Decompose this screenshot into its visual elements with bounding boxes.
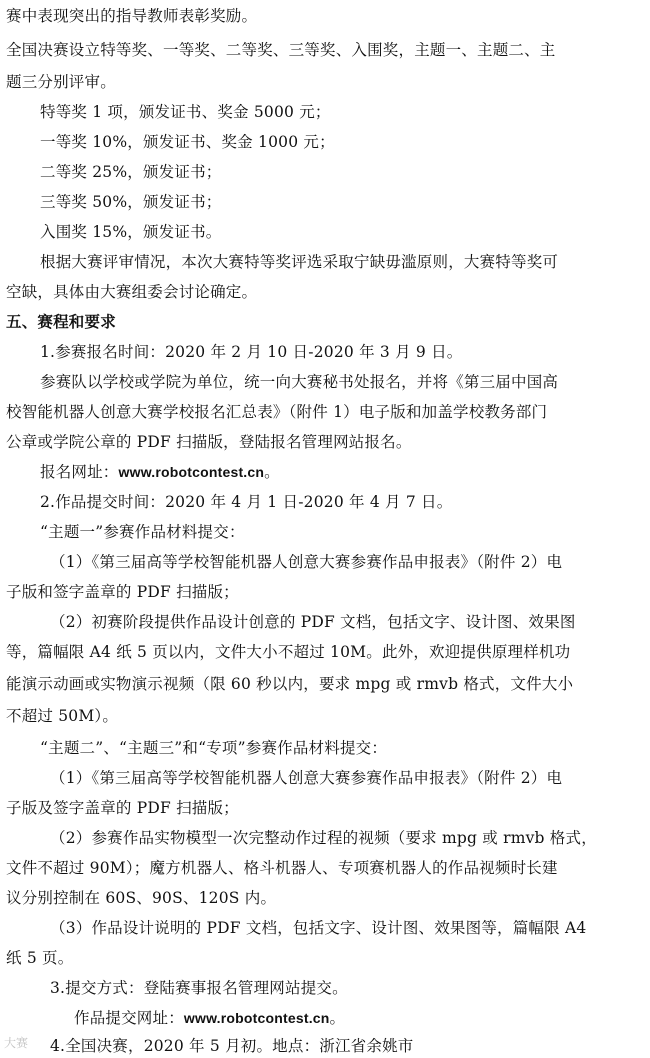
paragraph-line: 赛中表现突出的指导教师表彰奖励。 xyxy=(6,7,258,25)
registration-url-line xyxy=(40,462,280,482)
section-heading: 五、赛程和要求 xyxy=(6,313,116,331)
paragraph-line: 公章或学院公章的 PDF 扫描版，登陆报名管理网站报名。 xyxy=(6,433,412,451)
paragraph-line: 纸 5 页。 xyxy=(6,949,74,967)
paragraph-line: 等，篇幅限 A4 纸 5 页以内，文件大小不超过 10M。此外，欢迎提供原理样机功 xyxy=(6,643,571,661)
paragraph-line: 空缺，具体由大赛组委会讨论确定。 xyxy=(6,283,258,301)
paragraph-line: 2.作品提交时间：2020 年 4 月 1 日-2020 年 4 月 7 日。 xyxy=(40,493,453,511)
url-label: 作品提交网址： xyxy=(74,1009,184,1027)
url-period: 。 xyxy=(329,1009,346,1027)
subheading-line: “主题二”、“主题三”和“专项”参赛作品材料提交： xyxy=(40,739,388,757)
paragraph-line: （1）《第三届高等学校智能机器人创意大赛参赛作品申报表》（附件 2）电 xyxy=(50,769,563,787)
paragraph-line: 题三分别评审。 xyxy=(6,73,116,91)
registration-url: www.robotcontest.cn xyxy=(118,464,265,480)
paragraph-line: 校智能机器人创意大赛学校报名汇总表》（附件 1）电子版和加盖学校教务部门 xyxy=(6,403,548,421)
paragraph-line: 根据大赛评审情况，本次大赛特等奖评选采取宁缺毋滥原则，大赛特等奖可 xyxy=(40,253,559,271)
url-label: 报名网址： xyxy=(40,463,119,481)
award-item: 特等奖 1 项，颁发证书、奖金 5000 元； xyxy=(40,103,331,121)
paragraph-line: 1.参赛报名时间：2020 年 2 月 10 日-2020 年 3 月 9 日。 xyxy=(40,343,463,361)
award-item: 三等奖 50%，颁发证书； xyxy=(40,193,222,211)
paragraph-line: 3.提交方式：登陆赛事报名管理网站提交。 xyxy=(50,979,348,997)
paragraph-line: 全国决赛设立特等奖、一等奖、二等奖、三等奖、入围奖，主题一、主题二、主 xyxy=(6,41,556,59)
paragraph-line: 子版和签字盖章的 PDF 扫描版； xyxy=(6,583,239,601)
paragraph-line: （2）初赛阶段提供作品设计创意的 PDF 文档，包括文字、设计图、效果图 xyxy=(50,613,576,631)
paragraph-line: 议分别控制在 60S、90S、120S 内。 xyxy=(6,889,277,907)
paragraph-line: 4.全国决赛，2020 年 5 月初。地点：浙江省余姚市 xyxy=(50,1037,414,1055)
subheading-line: “主题一”参赛作品材料提交： xyxy=(40,523,245,541)
award-item: 入围奖 15%，颁发证书。 xyxy=(40,223,222,241)
submission-url: www.robotcontest.cn xyxy=(183,1010,330,1026)
paragraph-line: 文件不超过 90M）；魔方机器人、格斗机器人、专项赛机器人的作品视频时长建 xyxy=(6,859,558,877)
award-item: 一等奖 10%，颁发证书、奖金 1000 元； xyxy=(40,133,335,151)
paragraph-line: （1）《第三届高等学校智能机器人创意大赛参赛作品申报表》（附件 2）电 xyxy=(50,553,563,571)
watermark: 大赛 xyxy=(4,1036,29,1050)
paragraph-line: 能演示动画或实物演示视频（限 60 秒以内，要求 mpg 或 rmvb 格式，文件大小 xyxy=(6,675,574,693)
award-item: 二等奖 25%，颁发证书； xyxy=(40,163,222,181)
paragraph-line: （2）参赛作品实物模型一次完整动作过程的视频（要求 mpg 或 rmvb 格式， xyxy=(50,829,597,847)
paragraph-line: 不超过 50M）。 xyxy=(6,707,119,725)
submission-url-line xyxy=(74,1008,345,1028)
paragraph-line: 子版及签字盖章的 PDF 扫描版； xyxy=(6,799,239,817)
paragraph-line: （3）作品设计说明的 PDF 文档，包括文字、设计图、效果图等，篇幅限 A4 xyxy=(50,919,587,937)
paragraph-line: 参赛队以学校或学院为单位，统一向大赛秘书处报名，并将《第三届中国高 xyxy=(40,373,559,391)
url-period: 。 xyxy=(264,463,280,481)
